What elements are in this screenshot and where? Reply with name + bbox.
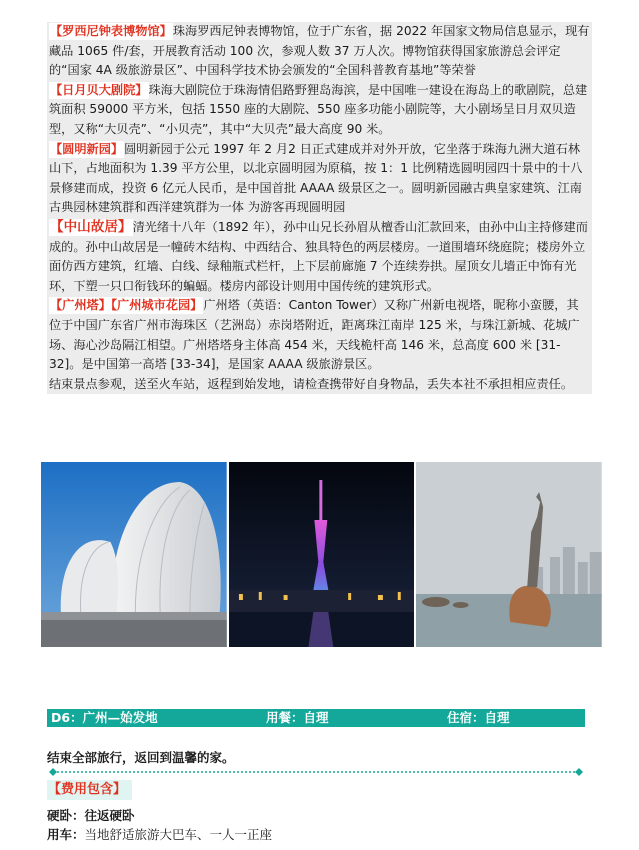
end-line: 结束全部旅行，返回到温馨的家。 — [47, 750, 235, 765]
attraction-text: 广州塔（英语：Canton Tower）又称广州新电视塔，昵称小蛮腰，其位于中国广东省广州市海珠区（艺洲岛）赤岗塔附近，距离珠江南岸 125 米，与珠江新城、花城广场、海心沙岛隔江相望。广州塔塔身主体高 454 米，天线桅杆高 146 米，总高度 600 米 [31-32]。是中国第一高塔 [33-34]，是国家 AAAA 级旅游景区。 — [49, 298, 580, 372]
attraction-paragraph — [47, 22, 592, 81]
fisher-girl-statue-photo — [416, 462, 602, 647]
attraction-text: 珠海罗西尼钟表博物馆，位于广东省，据 2022 年国家文物局信息显示，现有藏品 1065 件/套，开展教育活动 100 次，参观人数 37 万人次。博物馆获得国家旅游总会评定的“国家 4A 级旅游景区”、中国科学技术协会颁发的“全国科普教育基地”等荣誉 — [49, 24, 590, 78]
fee-label: 用车： — [47, 827, 85, 842]
meal-label: 用餐：自理 — [266, 710, 329, 725]
attraction-tag: 【罗西尼钟表博物馆】 — [50, 24, 172, 38]
attraction-tag: 【中山故居】 — [50, 218, 132, 235]
attraction-text: 圆明新园于公元 1997 年 2 月2 日正式建成并对外开放，它坐落于珠海九洲大道石林山下，占地面积为 1.39 平方公里，以北京圆明园为原稿，按 1：1 比例精选圆明园四十景中的十八景修建而成，投资 6 亿元人民币，是中国首批 AAAA 级景区之一。圆明新园融古典皇家建筑、江南古典园林建筑群和西洋建筑群为一体 为游客再现圆明园 — [49, 141, 583, 215]
attraction-paragraph — [47, 218, 592, 296]
divider — [47, 767, 585, 777]
photo-strip — [41, 462, 602, 647]
day-label: D6：广州—始发地 — [51, 710, 158, 725]
fees-title: 【费用包含】 — [47, 780, 132, 800]
attraction-text: 清光绪十八年（1892 年），孙中山兄长孙眉从檀香山汇款回来，由孙中山主持修建而成的。孙中山故居是一幢砖木结构、中西结合、独具特色的两层楼房。一道围墙环绕庭院；楼房外立面仿西方建筑，红墙、白线、绿釉瓶式栏杆，上下层前廊施 7 个连续券拱。屋顶女儿墙正中饰有光环，下塑一只口衔钱环的蝙蝠。楼房内部设计则用中国传统的建筑形式。 — [49, 219, 588, 293]
attraction-tag: 【广州塔】【广州城市花园】 — [50, 298, 203, 313]
attraction-text: 珠海大剧院位于珠海情侣路野狸岛海滨，是中国唯一建设在海岛上的歌剧院，总建筑面积 59000 平方米，包括 1550 座的大剧院、550 座多功能小剧院等，大小剧场呈日月双贝造型，又称“大贝壳”、“小贝壳”，其中“大贝壳”最大高度 90 米。 — [49, 82, 588, 136]
fee-row — [47, 825, 272, 843]
fee-value: 当地舒适旅游大巴车、一人一正座 — [84, 827, 273, 842]
closing-note: 结束景点参观，送至火车站，返程到始发地，请检查携带好自身物品，丢失本社不承担相应责任。 — [47, 375, 592, 395]
fee-label: 硬卧： — [47, 808, 85, 823]
attractions-text — [47, 22, 592, 394]
attraction-paragraph — [47, 140, 592, 218]
canton-tower-photo — [229, 462, 415, 647]
stay-label: 住宿：自理 — [447, 710, 510, 725]
fee-row — [47, 806, 135, 824]
attraction-paragraph — [47, 81, 592, 140]
fee-value: 往返硬卧 — [84, 808, 135, 823]
attraction-paragraph — [47, 296, 592, 374]
day-bar — [47, 709, 585, 727]
opera-house-photo — [41, 462, 227, 647]
attraction-tag: 【日月贝大剧院】 — [50, 82, 148, 97]
attraction-tag: 【圆明新园】 — [50, 141, 124, 156]
